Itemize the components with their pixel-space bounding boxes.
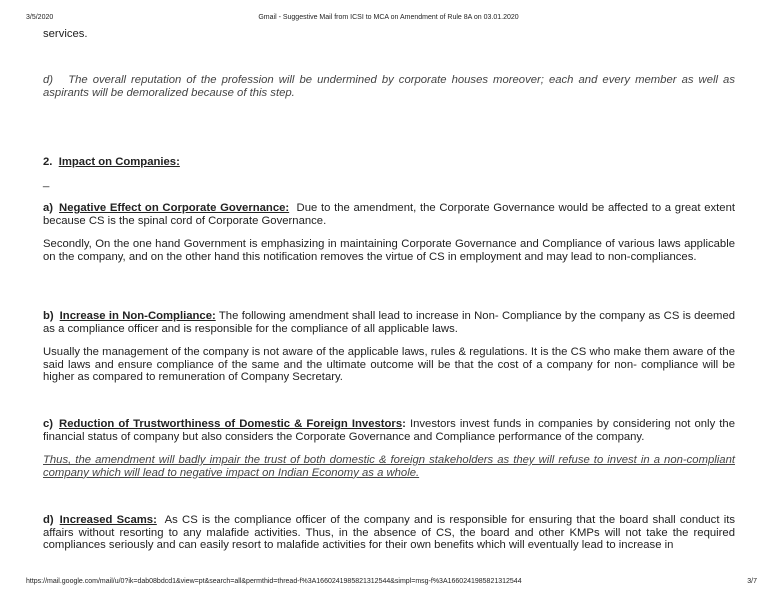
item-c-colon: :: [402, 418, 406, 430]
point-d-paragraph: [43, 74, 735, 99]
item-d-title: Increased Scams:: [59, 514, 157, 526]
item-b-title: Increase in Non-Compliance:: [59, 310, 216, 322]
point-d-text: The overall reputation of the profession will be undermined by corporate houses moreover; each and every member as well as aspirants will be demoralized because of this step.: [43, 74, 735, 99]
item-d-text: As CS is the compliance officer of the company and is responsible for ensuring that the board shall conduct its affairs without resorting to any malafide activities. Thus, in the absence of CS, the board and other KMPs will not take the required compliances seriously and can easily resort to malafide activities for their own benefits which will eventually lead to increase in: [43, 514, 735, 552]
page-number: 3/7: [747, 578, 757, 585]
item-d-paragraph: [43, 514, 735, 552]
item-a-label: a): [43, 202, 54, 214]
item-a-title: Negative Effect on Corporate Governance:: [59, 202, 290, 214]
item-b-paragraph: [43, 310, 735, 335]
section-2-number: 2.: [43, 156, 53, 168]
item-a-paragraph-2: Secondly, On the one hand Government is emphasizing in maintaining Corporate Governance and Compliance of various laws applicable on the company, and on the other hand this notification removes the virtue of CS in employment and may lead to non-compliances.: [43, 238, 735, 263]
point-d-label: d): [43, 74, 54, 86]
item-c-paragraph-2: Thus, the amendment will badly impair the trust of both domestic & foreign stakeholders as they will refuse to invest in a non-compliant company which will lead to negative impact on Indian Economy as a whole.: [43, 454, 735, 479]
continued-text: services.: [43, 28, 88, 40]
item-b-paragraph-2: Usually the management of the company is not aware of the applicable laws, rules & regulations. It is the CS who make them aware of the said laws and ensure compliance of the same and the ultimate outcome will be that the cost of a company for non- compliance will be higher as compared to remuneration of Company Secretary.: [43, 346, 735, 384]
item-a-paragraph: [43, 202, 735, 227]
item-c-title: Reduction of Trustworthiness of Domestic & Foreign Investors: [59, 418, 403, 430]
print-date: 3/5/2020: [26, 14, 54, 21]
item-c-label: c): [43, 418, 54, 430]
item-c-text: Investors invest funds in companies by considering not only the financial status of company but also considers the Corporate Governance and Compliance performance of the company.: [43, 418, 736, 443]
item-d-label: d): [43, 514, 54, 526]
item-a-text: Due to the amendment, the Corporate Governance would be affected to a great extent because CS is the spinal cord of Corporate Governance.: [43, 202, 736, 227]
print-url: https://mail.google.com/mail/u/0?ik=dab08bdcd1&view=pt&search=all&permthid=thread-f%3A1660241985821312544&simpl=msg-f%3A1660241985821312544: [26, 578, 522, 585]
blank-mark: _: [43, 176, 50, 188]
item-b-text: The following amendment shall lead to increase in Non- Compliance by the company as CS is deemed as a compliance officer and is responsible for the compliance of all applicable laws.: [43, 310, 736, 335]
print-title: Gmail - Suggestive Mail from ICSI to MCA on Amendment of Rule 8A on 03.01.2020: [258, 14, 519, 21]
section-2-title: Impact on Companies:: [58, 156, 180, 168]
section-2-heading: [43, 156, 735, 169]
item-b-label: b): [43, 310, 54, 322]
item-c-paragraph: [43, 418, 735, 443]
